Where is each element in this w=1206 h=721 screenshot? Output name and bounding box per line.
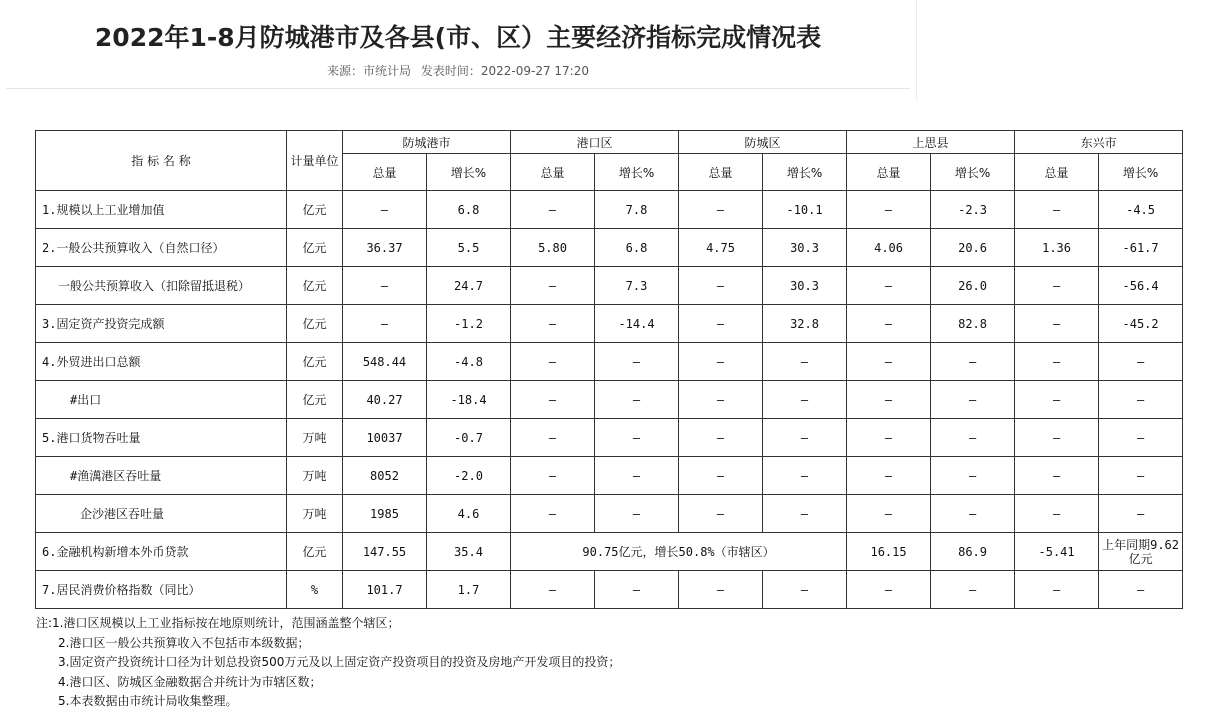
table-row	[36, 495, 1183, 533]
value-cell: 7.3	[595, 267, 679, 305]
value-cell: -61.7	[1099, 229, 1183, 267]
value-cell: —	[931, 571, 1015, 609]
value-cell: —	[1015, 495, 1099, 533]
value-cell: 4.6	[427, 495, 511, 533]
value-cell: —	[595, 457, 679, 495]
value-cell: —	[1015, 191, 1099, 229]
region-header: 东兴市	[1015, 131, 1183, 154]
value-cell: -4.5	[1099, 191, 1183, 229]
total-header: 总量	[679, 154, 763, 191]
value-cell: —	[595, 343, 679, 381]
value-cell: —	[1015, 571, 1099, 609]
value-cell: -5.41	[1015, 533, 1099, 571]
value-cell: —	[343, 191, 427, 229]
value-cell: —	[847, 381, 931, 419]
value-cell: —	[847, 571, 931, 609]
value-cell: —	[679, 305, 763, 343]
value-cell: —	[763, 419, 847, 457]
page-title: 2022年1-8月防城港市及各县(市、区）主要经济指标完成情况表	[94, 23, 822, 52]
value-cell: —	[847, 419, 931, 457]
value-cell: -18.4	[427, 381, 511, 419]
value-cell: —	[847, 267, 931, 305]
value-cell: -2.3	[931, 191, 1015, 229]
value-cell: —	[1015, 343, 1099, 381]
value-cell: —	[679, 343, 763, 381]
indicator-table	[35, 130, 1183, 609]
value-cell: —	[1015, 457, 1099, 495]
value-cell: -56.4	[1099, 267, 1183, 305]
value-cell: —	[343, 305, 427, 343]
value-cell: —	[931, 495, 1015, 533]
value-cell: 24.7	[427, 267, 511, 305]
value-cell: 1.7	[427, 571, 511, 609]
value-cell: —	[1015, 267, 1099, 305]
value-cell: —	[763, 381, 847, 419]
value-cell: 4.06	[847, 229, 931, 267]
region-header: 港口区	[511, 131, 679, 154]
value-cell: 1985	[343, 495, 427, 533]
value-cell: -14.4	[595, 305, 679, 343]
table-row	[36, 229, 1183, 267]
value-cell: —	[847, 457, 931, 495]
value-cell: 7.8	[595, 191, 679, 229]
value-cell: 30.3	[763, 229, 847, 267]
unit-cell: 亿元	[287, 267, 343, 305]
value-cell: —	[511, 457, 595, 495]
indicator-name: 企沙港区吞吐量	[36, 495, 287, 533]
unit-cell: %	[287, 571, 343, 609]
indicator-name: 5.港口货物吞吐量	[36, 419, 287, 457]
value-cell: —	[931, 381, 1015, 419]
value-cell: 101.7	[343, 571, 427, 609]
value-cell: —	[1015, 305, 1099, 343]
article-meta	[0, 62, 916, 79]
value-cell: 147.55	[343, 533, 427, 571]
table-row	[36, 571, 1183, 609]
footnote: 注:1.港口区规模以上工业指标按在地原则统计，范围涵盖整个辖区；	[36, 616, 400, 630]
value-cell: —	[763, 571, 847, 609]
value-cell: —	[679, 419, 763, 457]
value-cell: —	[847, 343, 931, 381]
merged-value-cell: 90.75亿元，增长50.8%（市辖区）	[511, 533, 847, 571]
indicator-name: 2.一般公共预算收入（自然口径）	[36, 229, 287, 267]
value-cell: —	[847, 495, 931, 533]
unit-cell: 万吨	[287, 419, 343, 457]
value-cell: —	[1015, 381, 1099, 419]
value-cell: —	[511, 495, 595, 533]
footnote: 4.港口区、防城区金融数据合并统计为市辖区数；	[58, 674, 322, 689]
value-cell: 16.15	[847, 533, 931, 571]
value-cell: —	[679, 381, 763, 419]
value-cell: 6.8	[427, 191, 511, 229]
value-cell: 26.0	[931, 267, 1015, 305]
unit-cell: 万吨	[287, 457, 343, 495]
growth-header: 增长%	[595, 154, 679, 191]
table-row	[36, 381, 1183, 419]
indicator-header: 指 标 名 称	[36, 131, 287, 191]
value-cell: —	[1099, 495, 1183, 533]
value-cell: 86.9	[931, 533, 1015, 571]
value-cell: —	[1099, 457, 1183, 495]
value-cell: —	[595, 381, 679, 419]
value-cell: —	[511, 419, 595, 457]
region-header: 防城区	[679, 131, 847, 154]
table-row	[36, 457, 1183, 495]
publish-time: 发表时间：2022-09-27 17:20	[420, 64, 589, 78]
footnote: 5.本表数据由市统计局收集整理。	[58, 694, 238, 708]
unit-cell: 亿元	[287, 533, 343, 571]
value-cell: 5.5	[427, 229, 511, 267]
table-row	[36, 305, 1183, 343]
unit-cell: 亿元	[287, 343, 343, 381]
indicator-name: #渔澫港区吞吐量	[36, 457, 287, 495]
value-cell: —	[679, 495, 763, 533]
value-cell: 1.36	[1015, 229, 1099, 267]
value-cell: —	[679, 457, 763, 495]
indicator-name: 一般公共预算收入（扣除留抵退税）	[36, 267, 287, 305]
value-cell: 10037	[343, 419, 427, 457]
value-cell: —	[1099, 381, 1183, 419]
value-cell: —	[511, 267, 595, 305]
indicator-name: 7.居民消费价格指数（同比）	[36, 571, 287, 609]
unit-cell: 亿元	[287, 381, 343, 419]
value-cell: -2.0	[427, 457, 511, 495]
footnote: 3.固定资产投资统计口径为计划总投资500万元及以上固定资产投资项目的投资及房地产开发项目的投资；	[58, 655, 621, 669]
value-cell: 20.6	[931, 229, 1015, 267]
value-cell: 35.4	[427, 533, 511, 571]
indicator-name: #出口	[36, 381, 287, 419]
value-cell: -0.7	[427, 419, 511, 457]
value-cell: 5.80	[511, 229, 595, 267]
table-row	[36, 533, 1183, 571]
value-cell: —	[847, 191, 931, 229]
value-cell: —	[763, 457, 847, 495]
value-cell: 40.27	[343, 381, 427, 419]
value-cell: —	[1015, 419, 1099, 457]
unit-cell: 亿元	[287, 305, 343, 343]
growth-header: 增长%	[763, 154, 847, 191]
footnote: 2.港口区一般公共预算收入不包括市本级数据；	[58, 635, 310, 650]
value-cell: —	[679, 267, 763, 305]
value-cell: —	[931, 343, 1015, 381]
table-row	[36, 267, 1183, 305]
indicator-name: 1.规模以上工业增加值	[36, 191, 287, 229]
indicator-name: 3.固定资产投资完成额	[36, 305, 287, 343]
value-cell: —	[1099, 419, 1183, 457]
unit-cell: 万吨	[287, 495, 343, 533]
value-cell: 6.8	[595, 229, 679, 267]
header-row-regions	[36, 131, 1183, 154]
value-cell: -1.2	[427, 305, 511, 343]
value-cell: —	[511, 191, 595, 229]
value-cell: —	[931, 419, 1015, 457]
footnotes	[36, 614, 620, 712]
table-row	[36, 343, 1183, 381]
total-header: 总量	[1015, 154, 1099, 191]
value-cell: —	[1099, 571, 1183, 609]
value-cell: 8052	[343, 457, 427, 495]
value-cell: -10.1	[763, 191, 847, 229]
value-cell: 32.8	[763, 305, 847, 343]
total-header: 总量	[343, 154, 427, 191]
region-header: 防城港市	[343, 131, 511, 154]
indicator-name: 4.外贸进出口总额	[36, 343, 287, 381]
table-row	[36, 419, 1183, 457]
growth-header: 增长%	[427, 154, 511, 191]
value-cell: —	[847, 305, 931, 343]
value-cell: —	[763, 343, 847, 381]
value-cell: —	[763, 495, 847, 533]
value-cell: —	[679, 191, 763, 229]
value-cell: 30.3	[763, 267, 847, 305]
value-cell: -4.8	[427, 343, 511, 381]
value-cell: —	[595, 571, 679, 609]
region-header: 上思县	[847, 131, 1015, 154]
value-cell: 上年同期9.62亿元	[1099, 533, 1183, 571]
total-header: 总量	[847, 154, 931, 191]
unit-cell: 亿元	[287, 191, 343, 229]
unit-header: 计量单位	[287, 131, 343, 191]
value-cell: 82.8	[931, 305, 1015, 343]
value-cell: 36.37	[343, 229, 427, 267]
value-cell: 548.44	[343, 343, 427, 381]
side-divider	[916, 0, 917, 100]
unit-cell: 亿元	[287, 229, 343, 267]
table-row	[36, 191, 1183, 229]
value-cell: —	[595, 419, 679, 457]
value-cell: -45.2	[1099, 305, 1183, 343]
value-cell: —	[511, 343, 595, 381]
value-cell: —	[931, 457, 1015, 495]
value-cell: —	[1099, 343, 1183, 381]
value-cell: —	[511, 571, 595, 609]
value-cell: —	[679, 571, 763, 609]
value-cell: 4.75	[679, 229, 763, 267]
growth-header: 增长%	[931, 154, 1015, 191]
indicator-name: 6.金融机构新增本外币贷款	[36, 533, 287, 571]
value-cell: —	[511, 305, 595, 343]
value-cell: —	[343, 267, 427, 305]
source-text: 来源：市统计局	[327, 64, 412, 78]
growth-header: 增长%	[1099, 154, 1183, 191]
header-divider	[6, 88, 910, 89]
value-cell: —	[595, 495, 679, 533]
total-header: 总量	[511, 154, 595, 191]
value-cell: —	[511, 381, 595, 419]
